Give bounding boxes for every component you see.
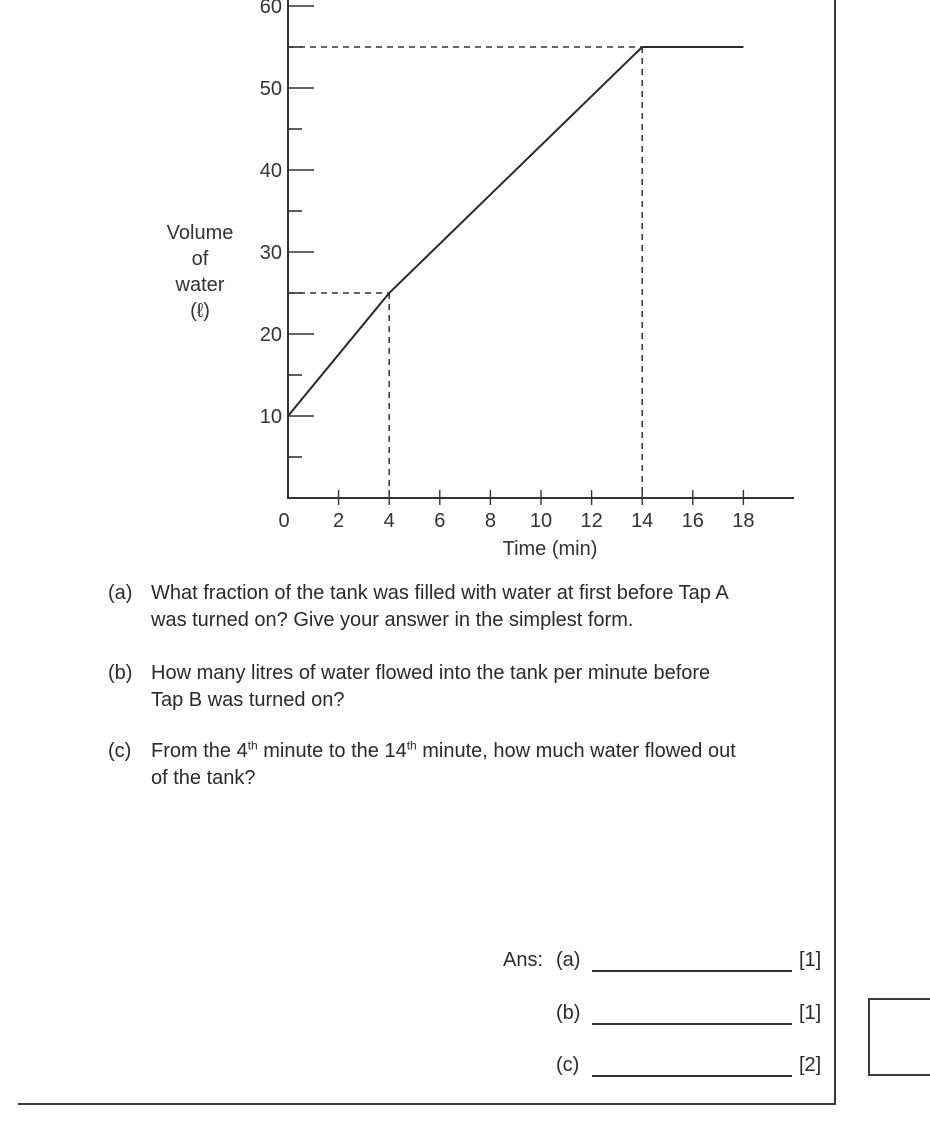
- question-line: was turned on? Give your answer in the simplest form.: [151, 609, 634, 631]
- x-tick-label: 14: [631, 510, 654, 532]
- question-label: (a): [108, 582, 133, 604]
- question-text: [151, 738, 841, 792]
- x-tick-label: 18: [732, 510, 755, 532]
- y-tick-label: 50: [259, 78, 282, 100]
- question-text: [151, 660, 841, 714]
- question-text-part: From the 4: [151, 740, 248, 762]
- answer-marks-c: [2]: [799, 1054, 822, 1076]
- answer-label-b: (b): [556, 1002, 581, 1024]
- x-tick-label: 12: [580, 510, 603, 532]
- answer-label-c: (c): [556, 1054, 580, 1076]
- y-axis-label: [150, 220, 250, 324]
- answer-line-b[interactable]: [592, 1023, 792, 1025]
- y-tick-label: 60: [259, 0, 282, 18]
- y-axis-label-line: of: [191, 248, 209, 270]
- x-tick-label: 4: [383, 510, 395, 532]
- x-tick-label: 10: [529, 510, 553, 532]
- y-axis-label-line: (ℓ): [190, 300, 210, 322]
- answer-label-a: (a): [556, 949, 581, 971]
- question-label: (c): [108, 740, 132, 762]
- score-box: [868, 998, 930, 1076]
- answer-marks-b: [1]: [799, 1002, 822, 1024]
- question-text-part: minute, how much water flowed out: [416, 740, 736, 762]
- answer-line-c[interactable]: [592, 1075, 792, 1077]
- question-line: What fraction of the tank was filled with water at first before Tap A: [151, 582, 729, 604]
- question-line: How many litres of water flowed into the tank per minute before: [151, 662, 711, 684]
- superscript: th: [406, 738, 417, 753]
- y-tick-label: 30: [259, 242, 282, 264]
- question-line: Tap B was turned on?: [151, 689, 345, 711]
- x-tick-label: 16: [681, 510, 704, 532]
- volume-line: [288, 47, 743, 416]
- answer-prefix: Ans:: [503, 949, 544, 971]
- y-axis-label-line: water: [175, 274, 225, 296]
- x-tick-label: 6: [434, 510, 446, 532]
- question-label: (b): [108, 662, 133, 684]
- question-text: [151, 580, 841, 634]
- x-tick-label: 0: [278, 510, 290, 532]
- y-axis-label-line: Volume: [166, 222, 234, 244]
- question-line: [151, 738, 841, 765]
- y-tick-label: 10: [259, 406, 282, 428]
- page-border-bottom: [18, 1103, 836, 1105]
- answer-line-a[interactable]: [592, 970, 792, 972]
- superscript: th: [247, 738, 258, 753]
- y-tick-label: 40: [259, 160, 282, 182]
- x-tick-label: 2: [333, 510, 345, 532]
- y-tick-label: 20: [259, 324, 282, 346]
- x-axis-label: Time (min): [502, 538, 598, 560]
- question-text-part: minute to the 14: [257, 740, 407, 762]
- answer-marks-a: [1]: [799, 949, 822, 971]
- question-line: of the tank?: [151, 767, 256, 789]
- x-tick-label: 8: [484, 510, 496, 532]
